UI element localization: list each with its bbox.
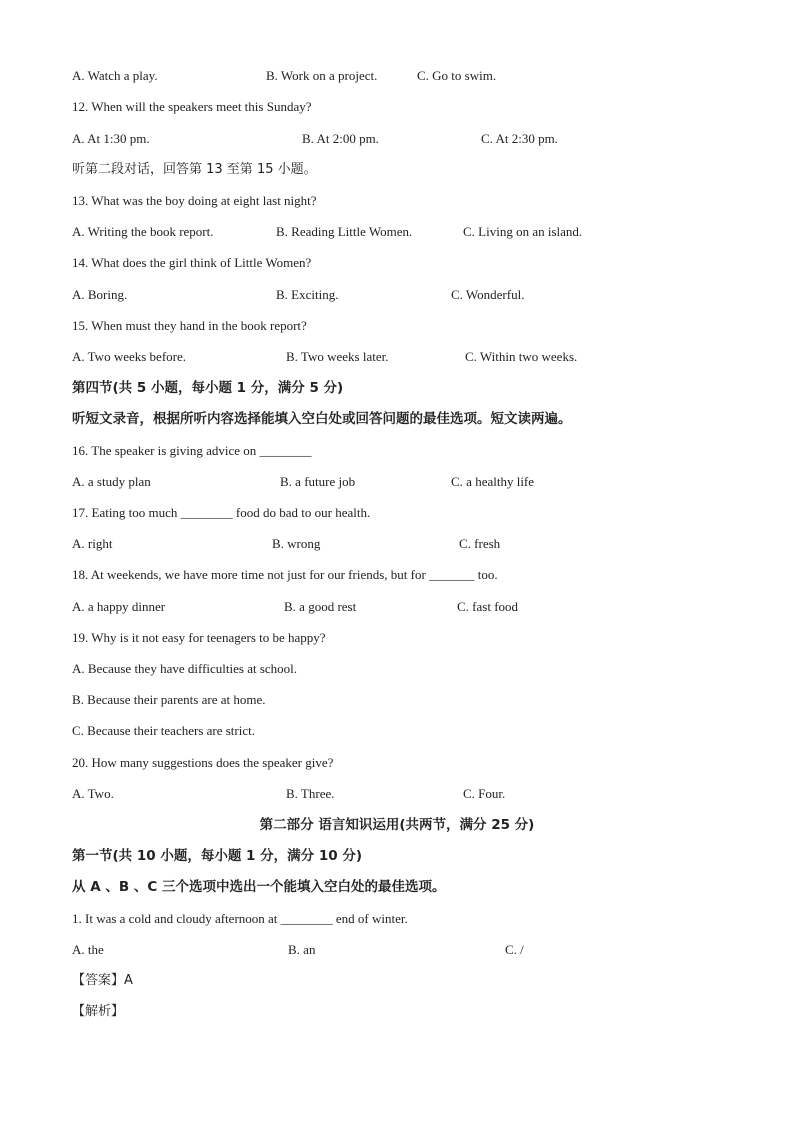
q13-option-b: B. Reading Little Women. xyxy=(276,224,413,239)
q15-option-c: C. Within two weeks. xyxy=(465,349,578,364)
q16-option-a: A. a study plan xyxy=(72,474,151,489)
section2-instruction: 听第二段对话，回答第 13 至第 15 小题。 xyxy=(72,162,317,177)
q19-option-a: A. Because they have difficulties at school. xyxy=(72,661,298,676)
q16-option-c: C. a healthy life xyxy=(451,474,535,489)
q20-option-a: A. Two. xyxy=(72,786,114,801)
q20-stem: 20. How many suggestions does the speaker give? xyxy=(72,755,334,770)
part2-section1-instruction: 从 A 、B 、C 三个选项中选出一个能填入空白处的最佳选项。 xyxy=(72,879,446,895)
q11-option-a: A. Watch a play. xyxy=(72,68,158,83)
q15-option-a: A. Two weeks before. xyxy=(72,349,187,364)
q19-option-b: B. Because their parents are at home. xyxy=(72,692,266,707)
q14-option-a: A. Boring. xyxy=(72,287,128,302)
q13-option-c: C. Living on an island. xyxy=(463,224,583,239)
part4-instruction: 听短文录音，根据所听内容选择能填入空白处或回答问题的最佳选项。短文读两遍。 xyxy=(72,411,572,427)
q12-stem: 12. When will the speakers meet this Sunday? xyxy=(72,99,312,114)
part2-section1-title: 第一节(共 10 小题，每小题 1 分，满分 10 分) xyxy=(72,848,363,864)
q12-option-a: A. At 1:30 pm. xyxy=(72,131,150,146)
part4-title: 第四节(共 5 小题，每小题 1 分，满分 5 分) xyxy=(72,380,344,396)
q18-option-b: B. a good rest xyxy=(284,599,357,614)
p2q1-option-a: A. the xyxy=(72,942,104,957)
q17-option-b: B. wrong xyxy=(272,536,321,551)
q14-option-b: B. Exciting. xyxy=(276,287,339,302)
q20-option-c: C. Four. xyxy=(463,786,506,801)
q14-stem: 14. What does the girl think of Little Women? xyxy=(72,255,312,270)
analysis-label: 【解析】 xyxy=(72,1004,125,1019)
q17-stem: 17. Eating too much ________ food do bad to our health. xyxy=(72,505,371,520)
q18-option-c: C. fast food xyxy=(457,599,519,614)
q11-option-b: B. Work on a project. xyxy=(266,68,378,83)
part2-heading: 第二部分 语言知识运用(共两节，满分 25 分) xyxy=(259,817,535,833)
q14-option-c: C. Wonderful. xyxy=(451,287,525,302)
q13-stem: 13. What was the boy doing at eight last night? xyxy=(72,193,317,208)
q13-option-a: A. Writing the book report. xyxy=(72,224,214,239)
q19-stem: 19. Why is it not easy for teenagers to be happy? xyxy=(72,630,326,645)
q19-option-c: C. Because their teachers are strict. xyxy=(72,723,255,738)
q15-stem: 15. When must they hand in the book report? xyxy=(72,318,307,333)
q20-option-b: B. Three. xyxy=(286,786,335,801)
q17-option-c: C. fresh xyxy=(459,536,501,551)
p2q1-option-b: B. an xyxy=(288,942,316,957)
p2q1-option-c: C. / xyxy=(505,942,524,957)
q12-option-b: B. At 2:00 pm. xyxy=(302,131,379,146)
answer-label: 【答案】A xyxy=(72,973,133,988)
q16-stem: 16. The speaker is giving advice on ________ xyxy=(72,443,312,458)
q17-option-a: A. right xyxy=(72,536,113,551)
q18-option-a: A. a happy dinner xyxy=(72,599,166,614)
q15-option-b: B. Two weeks later. xyxy=(286,349,389,364)
q18-stem: 18. At weekends, we have more time not just for our friends, but for _______ too. xyxy=(72,567,498,582)
q12-option-c: C. At 2:30 pm. xyxy=(481,131,558,146)
q11-option-c: C. Go to swim. xyxy=(417,68,497,83)
p2q1-stem: 1. It was a cold and cloudy afternoon at ________ end of winter. xyxy=(72,911,408,926)
q16-option-b: B. a future job xyxy=(280,474,356,489)
